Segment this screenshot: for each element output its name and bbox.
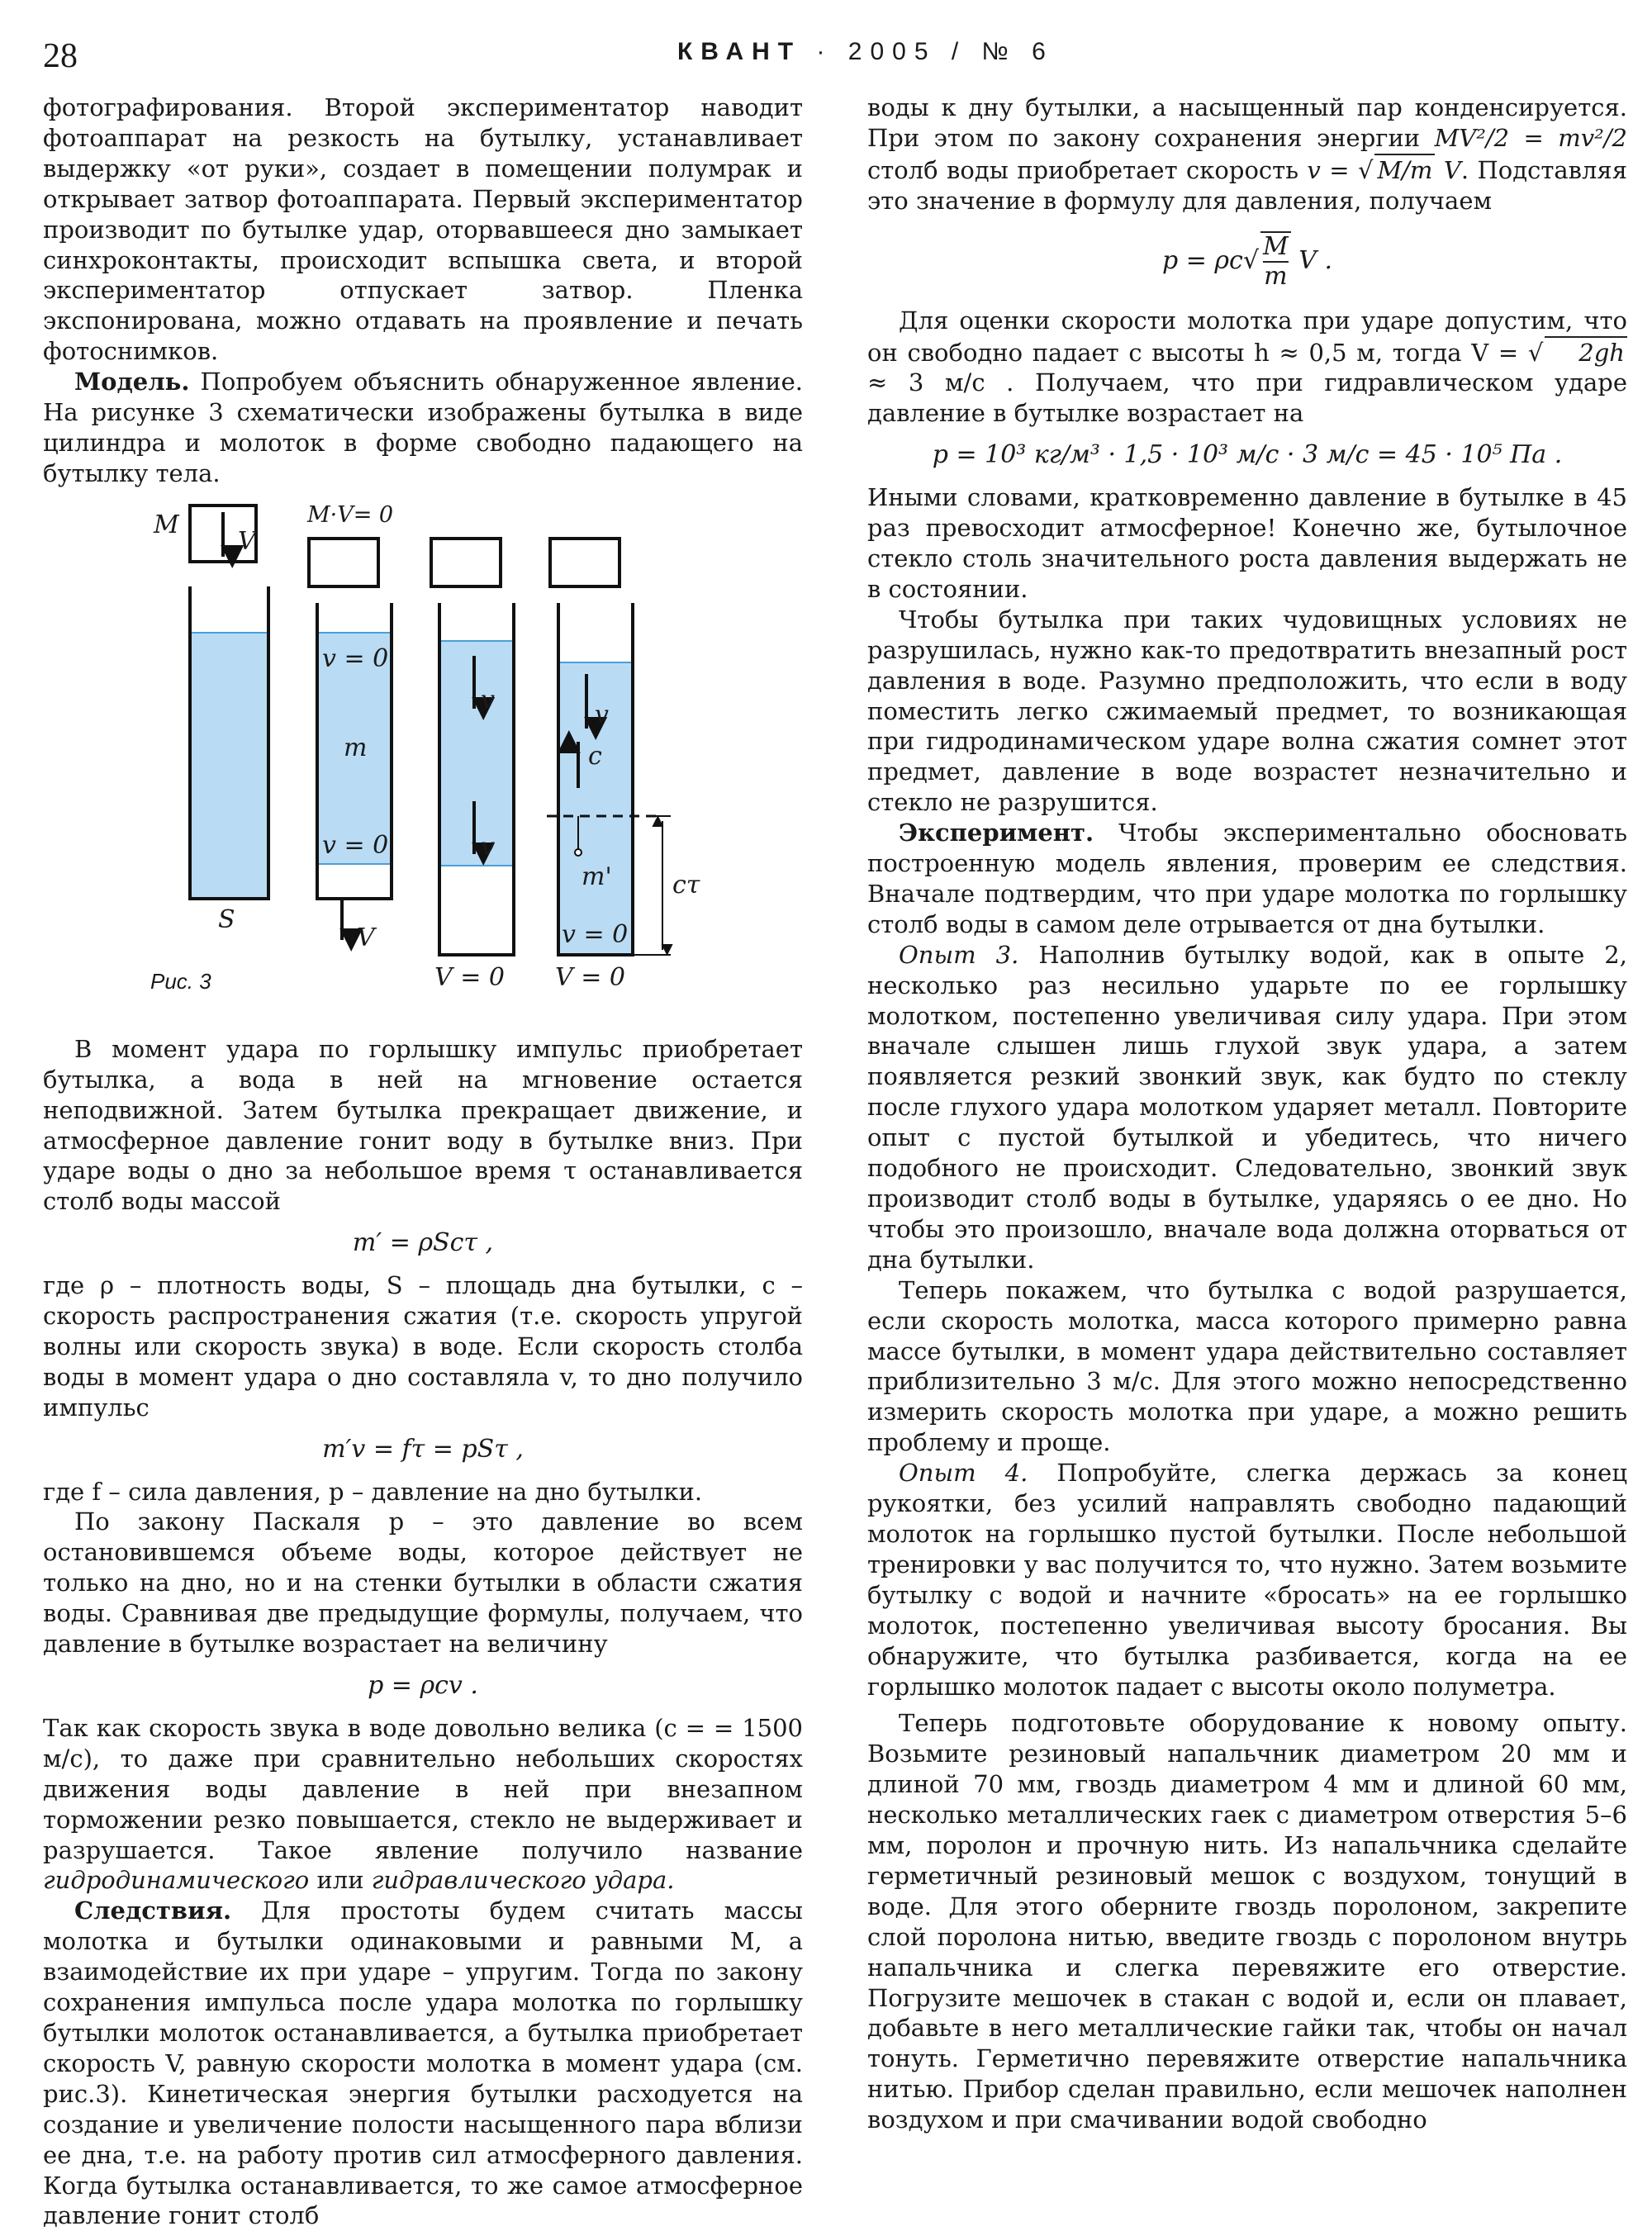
label-v-a: v: [481, 685, 495, 714]
r-f1-rhs: V .: [1290, 245, 1332, 275]
right-paragraph-3: Иными словами, кратковременно давление в бутылке в 45 раз превосходит атмосферное! Конечно же, бутылочное стекло столь значительного роста давления выдержать не в состоянии.: [867, 483, 1627, 603]
figure-caption: Рис. 3: [150, 968, 211, 994]
r-p1-b: столб воды приобретает скорость: [867, 155, 1308, 184]
left-paragraph-5: где f – сила давления, p – давление на дно бутылки.: [43, 1477, 703, 1506]
label-ctau: cτ: [672, 870, 700, 900]
bottle-1-water: [190, 633, 268, 899]
figure-3: [43, 494, 803, 1023]
p7-text-a: Так как скорость звука в воде довольно велика (c = = 1500 м/с), то даже при сравнительно небольших скоростях движения воды давление в ней при внезапном торможении резко повышается, стекло не выдерживает и разрушается. Такое явление получило название: [43, 1713, 803, 1864]
left-paragraph-3: В момент удара по горлышку импульс приобретает бутылка, а вода в ней на мгновение остается неподвижной. Затем бутылка прекращает движение, и атмосферное давление гонит воду в бутылке вниз. При ударе воды о дно за небольшое время τ останавливается столб воды массой: [43, 1034, 803, 1216]
r-f1-num: M: [1262, 231, 1289, 261]
hammer-3: [431, 539, 501, 586]
right-paragraph-2: Для оценки скорости молотка при ударе допустим, что он свободно падает с высоты h ≈ 0,5 м, тогда V = √ 2gh ≈ 3 м/с . Получаем, что при гидравлическом ударе давление в бутылке возрастает на: [867, 306, 1627, 428]
consequences-text: Для простоты будем считать массы молотка и бутылки одинаковыми и равными M, а взаимодействие их при ударе – упругим. Тогда по закону сохранения импульса после удара молотка по горлышку бутылки молоток останавливается, а бутылка приобретает скорость V, равную скорости молотка в момент удара (см. рис.3). Кинетическая энергия бутылки расходуется на создание и увеличение полости насыщенного пара вблизи ее дна, т.е. на работу против сил атмосферного давления. Когда бутылка останавливается, то же самое атмосферное давление гонит столб: [43, 1896, 803, 2230]
left-paragraph-model: [43, 367, 803, 489]
left-paragraph-1: фотографирования. Второй экспериментатор наводит фотоаппарат на резкость на бутылку, устанавливает выдержку «от руки», создает в помещении полумрак и открывает затвор фотоаппарата. Первый экспериментатор производит по бутылке удар, оторвавшееся дно замыкает синхроконтакты, происходит вспышка света, и второй экспериментатор отпускает затвор. Пленка экспонирована, можно отдавать на проявление и печать фотоснимков.: [43, 93, 803, 366]
r-velocity-root: M/m: [1374, 154, 1435, 186]
formula-pressure-numeric: p = 10³ кг/м³ · 1,5 · 10³ м/с · 3 м/с = 45 · 10⁵ Па .: [932, 440, 1563, 470]
hammer-4: [550, 539, 620, 586]
model-text: Попробуем объяснить обнаруженное явление. На рисунке 3 схематически изображены бутылка в виде цилиндра и молоток в форме свободно падающего на бутылку тела.: [43, 368, 803, 487]
journal-title: [677, 38, 1054, 66]
right-paragraph-4: Чтобы бутылка при таких чудовищных условиях не разрушилась, нужно как-то предотвратить внезапный рост давления в воде. Разумно предположить, что если в воду поместить легко сжимаемый предмет, то возникающая при гидродинамическом ударе волна сжатия сомнет этот предмет, давление в воде возрастет незначительно и стекло не разрушится.: [867, 605, 1627, 817]
consequences-heading: Следствия.: [74, 1896, 232, 1925]
r-velocity-lhs: v =: [1307, 155, 1358, 184]
experiment-heading: Эксперимент.: [899, 819, 1094, 847]
left-paragraph-6: По закону Паскаля p – это давление во всем остановившемся объеме воды, которое действует не только на дно, но и на стенки бутылки в области сжатия воды. Сравнивая две предыдущие формулы, получаем, что давление в бутылке возрастает на величину: [43, 1507, 803, 1659]
r-p1-a: воды к дну бутылки, а насыщенный пар конденсируется. При этом по закону сохранения энергии: [867, 93, 1627, 152]
r-f1-fraction: [1263, 233, 1289, 291]
right-paragraph-1: [867, 93, 1627, 216]
p7-term-2: гидравлического удара.: [371, 1866, 675, 1895]
journal-name: КВАНТ: [677, 38, 802, 65]
trial-4-heading: Опыт 4.: [899, 1459, 1028, 1488]
hammer-2: [309, 539, 378, 586]
label-hammer-mass: M: [154, 510, 179, 539]
page-number: 28: [43, 37, 78, 75]
label-water-mass: m: [344, 733, 368, 762]
trial-3-heading: Опыт 3.: [899, 940, 1019, 969]
journal-issue: · 2005 / № 6: [816, 38, 1054, 65]
page-header: [0, 31, 1652, 81]
label-v-b: v: [481, 832, 495, 862]
r-f1-den: m: [1264, 261, 1288, 291]
r-f1-lhs: p = ρc: [1162, 245, 1243, 275]
figure-3-drawing: [43, 494, 803, 1023]
formula-pressure-mass-ratio: p = ρc√ $\frac{M}{m}$ V .: [1162, 231, 1332, 291]
label-v-c: v: [595, 700, 609, 729]
p7-term-1: гидродинамического: [43, 1866, 310, 1895]
right-paragraph-7: Теперь покажем, что бутылка с водой разрушается, если скорость молотка, масса которого примерно равна массе бутылки, в момент удара действительно составляет приблизительно 3 м/с. Для этого можно непосредственно измерить скорость молотка при ударе, а можно решить проблему и проще.: [867, 1275, 1627, 1457]
formula-mass: m′ = ρScτ ,: [352, 1228, 494, 1258]
right-column: [867, 93, 1627, 2135]
formula-pressure: p = ρcv .: [368, 1671, 478, 1700]
r-energy-equation: MV²/2 = mv²/2: [1434, 123, 1627, 152]
label-v0-c: v = 0: [562, 919, 629, 949]
r-velocity-rhs: V: [1435, 155, 1461, 184]
left-paragraph-4: где ρ – плотность воды, S – площадь дна бутылки, c – скорость распространения сжатия (т.е. скорость упругой волны или скорость звука) в воде. Если скорость столба воды в момент удара о дно составляла v, то дно получило импульс: [43, 1271, 803, 1422]
r-p2-a: Для оценки скорости молотка при ударе допустим, что он свободно падает с высоты h ≈ 0,5 м, тогда V =: [867, 306, 1627, 367]
label-momentum-zero: M·V= 0: [307, 501, 394, 528]
r-p2-root: 2gh: [1545, 336, 1627, 368]
label-hammer-velocity: V: [238, 526, 256, 556]
trial-4-text: Попробуйте, слегка держась за конец рукоятки, без усилий направлять свободно падающий молоток на горлышко пустой бутылки. После небольшой тренировки у вас получится то, что нужно. Затем возьмите бутылку с водой и начните «бросать» на ее горлышко молоток, постепенно увеличивая высоту бросания. Вы обнаружите, что бутылка разбивается, когда на ее горлышко молоток падает с высоты около полуметра.: [867, 1459, 1627, 1701]
label-sound-speed: c: [588, 741, 602, 771]
label-V0-b: V = 0: [555, 962, 625, 992]
r-p1-c: . Подставляя это значение в формулу для давления, получаем: [867, 155, 1627, 215]
left-paragraph-7: [43, 1713, 803, 1896]
left-paragraph-consequences: [43, 1896, 803, 2231]
right-paragraph-trial-4: [867, 1458, 1627, 1702]
bottle-3-water: [439, 641, 514, 866]
model-heading: Модель.: [74, 368, 190, 396]
label-v0-top: v = 0: [322, 643, 389, 673]
right-paragraph-experiment: [867, 818, 1627, 940]
left-column: [43, 93, 803, 2231]
label-V0-a: V = 0: [434, 962, 505, 992]
trial-3-text: Наполнив бутылку водой, как в опыте 2, несколько раз несильно ударьте по ее горлышку молотком, постепенно увеличивая силу удара. При этом вначале слышен лишь глухой звук удара, а затем появляется резкий звонкий звук, как будто по стеклу после глухого удара молотком ударяет металл. Повторите опыт с пустой бутылкой и убедитесь, что ничего подобного не происходит. Следовательно, звонкий звук производит столб воды в бутылке, ударяясь о ее дно. Но чтобы это произошло, вначале вода должна оторваться от дна бутылки.: [867, 940, 1627, 1274]
label-bottom-area: S: [218, 904, 235, 934]
label-m-prime: m': [582, 862, 612, 891]
p7-text-c: или: [309, 1866, 372, 1895]
label-bottle-velocity: V: [357, 923, 375, 952]
label-v0-bottom: v = 0: [322, 830, 389, 860]
right-paragraph-9: Теперь подготовьте оборудование к новому опыту. Возьмите резиновый напальчник диаметром 20 мм и длиной 70 мм, гвоздь диаметром 4 мм и длиной 60 мм, несколько металлических гаек с диаметром отверстия 5–6 мм, поролон и прочную нить. Из напальчника сделайте герметичный резиновый мешок с воздухом, тонущий в воде. Для этого оберните гвоздь поролоном, закрепите слой поролона нитью, введите гвоздь с поролоном внутрь напальчника и слегка перевяжите его отверстие. Погрузите мешочек в стакан с водой и, если он плавает, добавьте в него металлические гайки так, чтобы он начал тонуть. Герметично перевяжите отверстие напальчника нитью. Прибор сделан правильно, если мешочек наполнен воздухом и при смачивании водой свободно: [867, 1709, 1627, 2134]
formula-impulse: m′v = fτ = pSτ ,: [322, 1434, 524, 1464]
r-velocity-equation: v = √ M/m V: [1307, 156, 1460, 184]
r-p2-b: ≈ 3 м/с . Получаем, что при гидравлическом ударе давление в бутылке возрастает на: [867, 368, 1627, 428]
experiment-text: Чтобы экспериментально обосновать построенную модель явления, проверим ее следствия. Вначале подтвердим, что при ударе молотка по горлышку столб воды в самом деле отрывается от дна бутылки.: [867, 819, 1627, 938]
right-paragraph-trial-3: [867, 940, 1627, 1275]
